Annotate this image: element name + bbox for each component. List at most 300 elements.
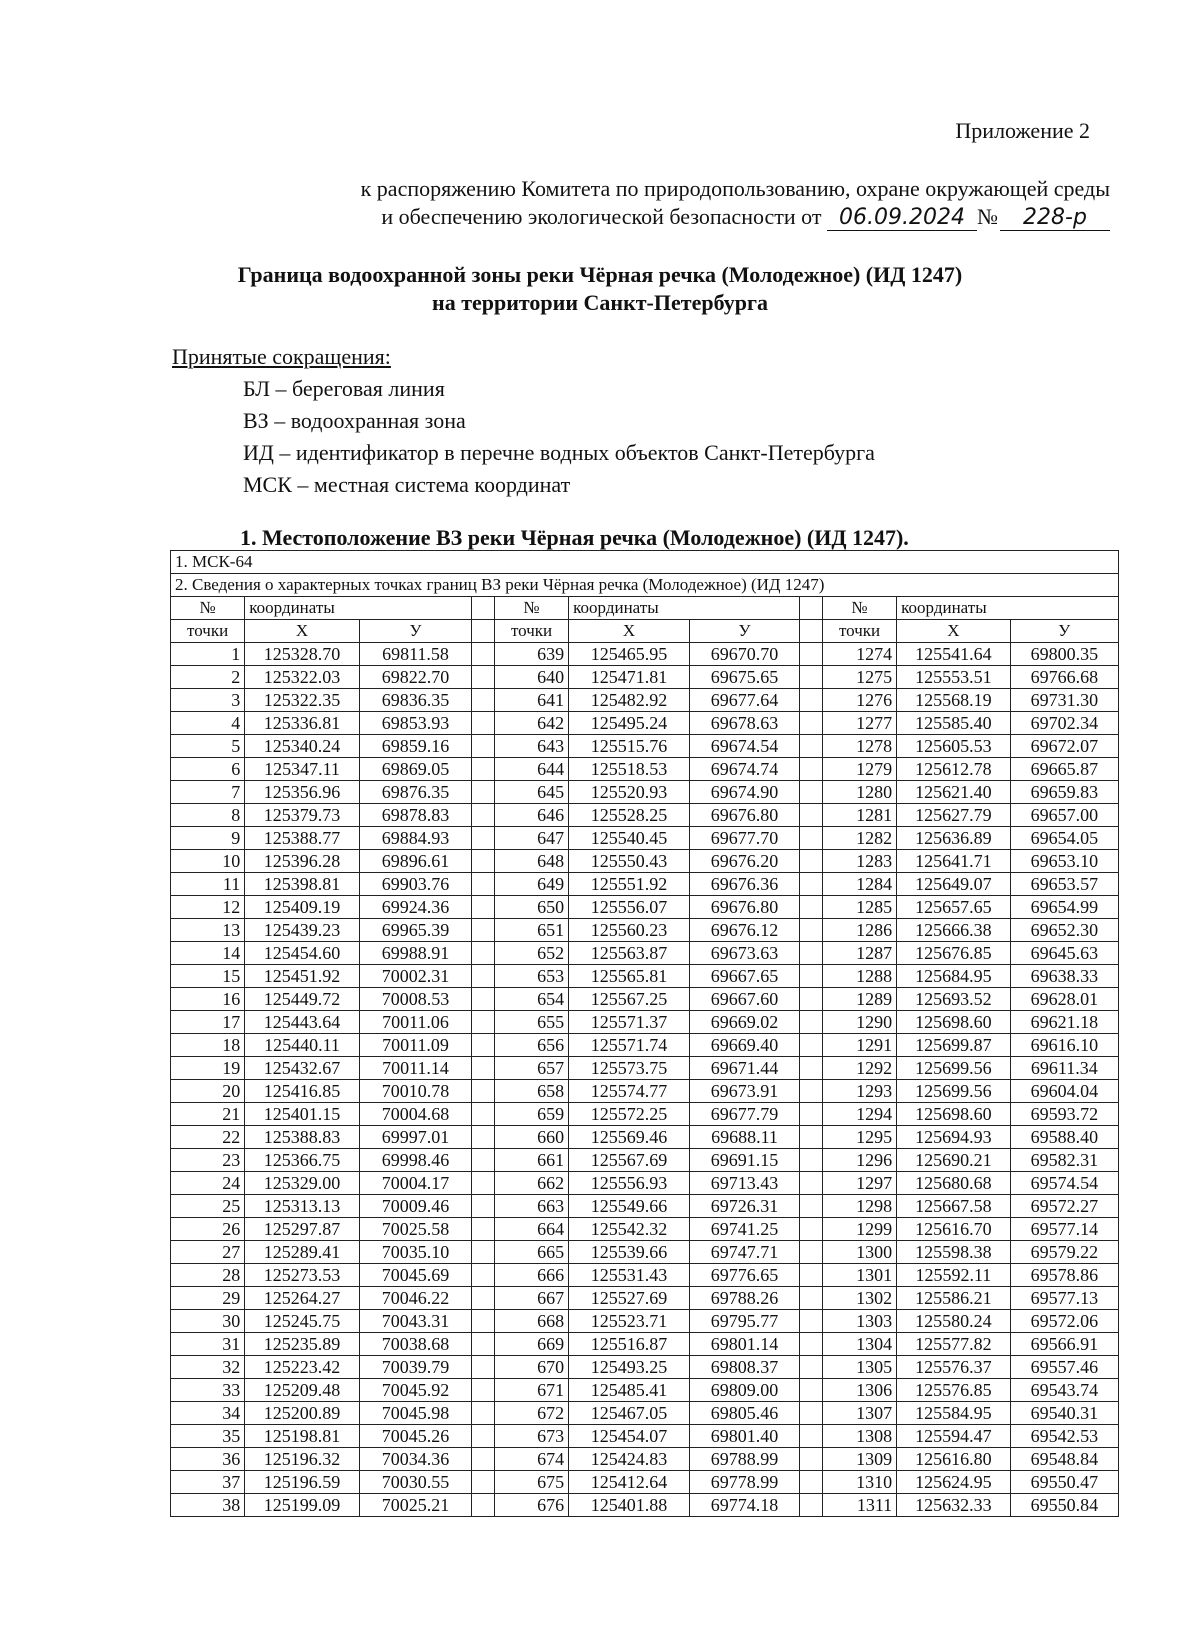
y-value: 69577.14 [1010, 1218, 1118, 1241]
y-value: 70011.06 [359, 1011, 471, 1034]
table-row [171, 1402, 1119, 1425]
x-value: 125322.35 [245, 689, 360, 712]
y-value: 70008.53 [359, 988, 471, 1011]
x-value: 125567.25 [569, 988, 690, 1011]
y-value: 70045.98 [359, 1402, 471, 1425]
y-value: 69674.54 [689, 735, 799, 758]
table-header-row-2 [171, 620, 1119, 643]
table-row-system [171, 551, 1119, 574]
point-no: 17 [171, 1011, 245, 1034]
point-no: 661 [494, 1149, 568, 1172]
column-gap [472, 1080, 495, 1103]
x-value: 125518.53 [569, 758, 690, 781]
y-value: 69628.01 [1010, 988, 1118, 1011]
x-value: 125454.60 [245, 942, 360, 965]
point-no: 667 [494, 1287, 568, 1310]
x-value: 125379.73 [245, 804, 360, 827]
column-gap [472, 1333, 495, 1356]
y-value: 69795.77 [689, 1310, 799, 1333]
header-point: точки [171, 620, 245, 643]
column-gap [800, 1103, 823, 1126]
table-row [171, 1126, 1119, 1149]
point-no: 34 [171, 1402, 245, 1425]
x-value: 125424.83 [569, 1448, 690, 1471]
x-value: 125396.28 [245, 850, 360, 873]
column-gap [472, 781, 495, 804]
y-value: 69676.80 [689, 896, 799, 919]
point-no: 1284 [822, 873, 896, 896]
column-gap [800, 1471, 823, 1494]
point-no: 5 [171, 735, 245, 758]
y-value: 69702.34 [1010, 712, 1118, 735]
y-value: 69677.79 [689, 1103, 799, 1126]
x-value: 125567.69 [569, 1149, 690, 1172]
point-no: 656 [494, 1034, 568, 1057]
y-value: 70025.21 [359, 1494, 471, 1517]
section-title: 1. Местоположение ВЗ реки Чёрная речка (Молодежное) (ИД 1247). [240, 525, 909, 550]
x-value: 125563.87 [569, 942, 690, 965]
column-gap [472, 896, 495, 919]
y-value: 70043.31 [359, 1310, 471, 1333]
column-gap [800, 896, 823, 919]
y-value: 69766.68 [1010, 666, 1118, 689]
x-value: 125347.11 [245, 758, 360, 781]
column-gap [472, 1402, 495, 1425]
x-value: 125580.24 [897, 1310, 1010, 1333]
x-value: 125605.53 [897, 735, 1010, 758]
x-value: 125560.23 [569, 919, 690, 942]
x-value: 125699.56 [897, 1057, 1010, 1080]
y-value: 69654.99 [1010, 896, 1118, 919]
point-no: 21 [171, 1103, 245, 1126]
point-no: 669 [494, 1333, 568, 1356]
point-no: 1274 [822, 643, 896, 666]
x-value: 125572.25 [569, 1103, 690, 1126]
x-value: 125528.25 [569, 804, 690, 827]
x-value: 125495.24 [569, 712, 690, 735]
column-gap [800, 988, 823, 1011]
header-no: № [822, 597, 896, 620]
point-no: 27 [171, 1241, 245, 1264]
y-value: 69604.04 [1010, 1080, 1118, 1103]
header-y: У [1010, 620, 1118, 643]
y-value: 69691.15 [689, 1149, 799, 1172]
y-value: 69800.35 [1010, 643, 1118, 666]
column-gap [800, 666, 823, 689]
abbreviation-item: ИД – идентификатор в перечне водных объектов Санкт-Петербурга [243, 440, 875, 465]
x-value: 125196.32 [245, 1448, 360, 1471]
point-no: 1283 [822, 850, 896, 873]
y-value: 69677.64 [689, 689, 799, 712]
point-no: 22 [171, 1126, 245, 1149]
column-gap [472, 850, 495, 873]
x-value: 125412.64 [569, 1471, 690, 1494]
y-value: 69965.39 [359, 919, 471, 942]
point-no: 7 [171, 781, 245, 804]
column-gap [800, 735, 823, 758]
x-value: 125485.41 [569, 1379, 690, 1402]
point-no: 26 [171, 1218, 245, 1241]
point-no: 18 [171, 1034, 245, 1057]
table-row-caption [171, 574, 1119, 597]
column-gap [800, 850, 823, 873]
x-value: 125540.45 [569, 827, 690, 850]
point-no: 37 [171, 1471, 245, 1494]
column-gap [472, 735, 495, 758]
table-row [171, 643, 1119, 666]
column-gap [800, 827, 823, 850]
column-gap [472, 689, 495, 712]
header-x: X [569, 620, 690, 643]
y-value: 69713.43 [689, 1172, 799, 1195]
x-value: 125680.68 [897, 1172, 1010, 1195]
point-no: 650 [494, 896, 568, 919]
point-no: 1282 [822, 827, 896, 850]
point-no: 1310 [822, 1471, 896, 1494]
point-no: 673 [494, 1425, 568, 1448]
column-gap [472, 1172, 495, 1195]
column-gap [472, 1103, 495, 1126]
table-row [171, 965, 1119, 988]
point-no: 20 [171, 1080, 245, 1103]
y-value: 69836.35 [359, 689, 471, 712]
x-value: 125209.48 [245, 1379, 360, 1402]
y-value: 69903.76 [359, 873, 471, 896]
point-no: 671 [494, 1379, 568, 1402]
header-x: X [245, 620, 360, 643]
point-no: 1297 [822, 1172, 896, 1195]
point-no: 1285 [822, 896, 896, 919]
table-row [171, 1034, 1119, 1057]
number-sign: № [977, 204, 998, 229]
point-no: 1294 [822, 1103, 896, 1126]
x-value: 125556.93 [569, 1172, 690, 1195]
point-no: 1279 [822, 758, 896, 781]
y-value: 69676.20 [689, 850, 799, 873]
column-gap [472, 942, 495, 965]
table-row [171, 804, 1119, 827]
y-value: 69778.99 [689, 1471, 799, 1494]
table-row [171, 781, 1119, 804]
coordinates-table [170, 550, 1119, 1517]
y-value: 69667.65 [689, 965, 799, 988]
column-gap [800, 1080, 823, 1103]
y-value: 69805.46 [689, 1402, 799, 1425]
x-value: 125196.59 [245, 1471, 360, 1494]
x-value: 125699.87 [897, 1034, 1010, 1057]
x-value: 125471.81 [569, 666, 690, 689]
x-value: 125565.81 [569, 965, 690, 988]
column-gap [800, 689, 823, 712]
x-value: 125641.71 [897, 850, 1010, 873]
table-row [171, 1494, 1119, 1517]
table-row [171, 1333, 1119, 1356]
y-value: 70045.26 [359, 1425, 471, 1448]
table-row [171, 1241, 1119, 1264]
y-value: 69577.13 [1010, 1287, 1118, 1310]
y-value: 69876.35 [359, 781, 471, 804]
y-value: 69671.44 [689, 1057, 799, 1080]
x-value: 125624.95 [897, 1471, 1010, 1494]
point-no: 1 [171, 643, 245, 666]
header-coords: координаты [569, 597, 800, 620]
x-value: 125432.67 [245, 1057, 360, 1080]
column-gap [800, 1264, 823, 1287]
point-no: 1304 [822, 1333, 896, 1356]
column-gap [800, 1241, 823, 1264]
x-value: 125571.37 [569, 1011, 690, 1034]
column-gap [472, 1448, 495, 1471]
table-header-row-1 [171, 597, 1119, 620]
y-value: 69688.11 [689, 1126, 799, 1149]
x-value: 125527.69 [569, 1287, 690, 1310]
y-value: 69542.53 [1010, 1425, 1118, 1448]
point-no: 4 [171, 712, 245, 735]
y-value: 69788.26 [689, 1287, 799, 1310]
column-gap [800, 1356, 823, 1379]
x-value: 125416.85 [245, 1080, 360, 1103]
column-gap [800, 1333, 823, 1356]
table-row [171, 1287, 1119, 1310]
y-value: 69801.14 [689, 1333, 799, 1356]
y-value: 69822.70 [359, 666, 471, 689]
column-gap [800, 1402, 823, 1425]
y-value: 69678.63 [689, 712, 799, 735]
column-gap [472, 712, 495, 735]
table-row [171, 1379, 1119, 1402]
table-row [171, 850, 1119, 873]
column-gap [472, 1264, 495, 1287]
column-gap [472, 1195, 495, 1218]
point-no: 9 [171, 827, 245, 850]
y-value: 70004.17 [359, 1172, 471, 1195]
handwritten-date: 06.09.2024 [827, 206, 977, 231]
point-no: 1309 [822, 1448, 896, 1471]
y-value: 69667.60 [689, 988, 799, 1011]
column-gap [472, 1241, 495, 1264]
point-no: 640 [494, 666, 568, 689]
column-gap [472, 1471, 495, 1494]
point-no: 1288 [822, 965, 896, 988]
point-no: 8 [171, 804, 245, 827]
column-gap [472, 1356, 495, 1379]
column-gap [472, 643, 495, 666]
x-value: 125467.05 [569, 1402, 690, 1425]
x-value: 125568.19 [897, 689, 1010, 712]
coordinate-system-cell: 1. МСК-64 [171, 551, 1119, 574]
abbreviation-item: БЛ – береговая линия [243, 376, 445, 401]
y-value: 69557.46 [1010, 1356, 1118, 1379]
x-value: 125388.83 [245, 1126, 360, 1149]
y-value: 69638.33 [1010, 965, 1118, 988]
abbreviations-heading: Принятые сокращения: [172, 344, 391, 369]
y-value: 69878.83 [359, 804, 471, 827]
y-value: 70002.31 [359, 965, 471, 988]
table-row [171, 896, 1119, 919]
column-gap [472, 1149, 495, 1172]
y-value: 69776.65 [689, 1264, 799, 1287]
point-no: 1305 [822, 1356, 896, 1379]
point-no: 1298 [822, 1195, 896, 1218]
point-no: 657 [494, 1057, 568, 1080]
x-value: 125199.09 [245, 1494, 360, 1517]
y-value: 70011.09 [359, 1034, 471, 1057]
point-no: 643 [494, 735, 568, 758]
column-gap [800, 781, 823, 804]
point-no: 1278 [822, 735, 896, 758]
y-value: 69550.84 [1010, 1494, 1118, 1517]
y-value: 69676.80 [689, 804, 799, 827]
table-row [171, 1057, 1119, 1080]
y-value: 69579.22 [1010, 1241, 1118, 1264]
point-no: 668 [494, 1310, 568, 1333]
y-value: 70011.14 [359, 1057, 471, 1080]
x-value: 125649.07 [897, 873, 1010, 896]
x-value: 125454.07 [569, 1425, 690, 1448]
point-no: 1280 [822, 781, 896, 804]
x-value: 125573.75 [569, 1057, 690, 1080]
x-value: 125576.85 [897, 1379, 1010, 1402]
point-no: 1287 [822, 942, 896, 965]
y-value: 69582.31 [1010, 1149, 1118, 1172]
y-value: 70039.79 [359, 1356, 471, 1379]
y-value: 69747.71 [689, 1241, 799, 1264]
x-value: 125657.65 [897, 896, 1010, 919]
column-gap [800, 1287, 823, 1310]
table-row [171, 1448, 1119, 1471]
point-no: 645 [494, 781, 568, 804]
column-gap [800, 1218, 823, 1241]
point-no: 30 [171, 1310, 245, 1333]
table-row [171, 919, 1119, 942]
x-value: 125273.53 [245, 1264, 360, 1287]
y-value: 69674.74 [689, 758, 799, 781]
y-value: 69676.36 [689, 873, 799, 896]
y-value: 69726.31 [689, 1195, 799, 1218]
y-value: 69665.87 [1010, 758, 1118, 781]
y-value: 69676.12 [689, 919, 799, 942]
table-row [171, 666, 1119, 689]
y-value: 69566.91 [1010, 1333, 1118, 1356]
x-value: 125235.89 [245, 1333, 360, 1356]
y-value: 69550.47 [1010, 1471, 1118, 1494]
point-no: 663 [494, 1195, 568, 1218]
column-gap [800, 1195, 823, 1218]
column-gap [800, 1126, 823, 1149]
x-value: 125440.11 [245, 1034, 360, 1057]
document-title-line-2: на территории Санкт-Петербурга [432, 290, 768, 315]
x-value: 125493.25 [569, 1356, 690, 1379]
x-value: 125515.76 [569, 735, 690, 758]
y-value: 69998.46 [359, 1149, 471, 1172]
x-value: 125553.51 [897, 666, 1010, 689]
x-value: 125627.79 [897, 804, 1010, 827]
y-value: 69572.27 [1010, 1195, 1118, 1218]
point-no: 662 [494, 1172, 568, 1195]
point-no: 32 [171, 1356, 245, 1379]
column-gap [800, 965, 823, 988]
point-no: 646 [494, 804, 568, 827]
y-value: 69669.40 [689, 1034, 799, 1057]
x-value: 125439.23 [245, 919, 360, 942]
x-value: 125594.47 [897, 1425, 1010, 1448]
y-value: 69593.72 [1010, 1103, 1118, 1126]
x-value: 125584.95 [897, 1402, 1010, 1425]
y-value: 69574.54 [1010, 1172, 1118, 1195]
table-row [171, 689, 1119, 712]
column-gap [472, 1011, 495, 1034]
x-value: 125516.87 [569, 1333, 690, 1356]
point-no: 25 [171, 1195, 245, 1218]
y-value: 69670.70 [689, 643, 799, 666]
x-value: 125223.42 [245, 1356, 360, 1379]
table-row [171, 1218, 1119, 1241]
point-no: 641 [494, 689, 568, 712]
point-no: 1290 [822, 1011, 896, 1034]
point-no: 11 [171, 873, 245, 896]
x-value: 125198.81 [245, 1425, 360, 1448]
x-value: 125409.19 [245, 896, 360, 919]
y-value: 69673.63 [689, 942, 799, 965]
column-gap [472, 873, 495, 896]
column-gap [800, 1149, 823, 1172]
y-value: 69884.93 [359, 827, 471, 850]
x-value: 125694.93 [897, 1126, 1010, 1149]
x-value: 125200.89 [245, 1402, 360, 1425]
x-value: 125264.27 [245, 1287, 360, 1310]
point-no: 1286 [822, 919, 896, 942]
x-value: 125621.40 [897, 781, 1010, 804]
point-no: 31 [171, 1333, 245, 1356]
y-value: 69548.84 [1010, 1448, 1118, 1471]
point-no: 1302 [822, 1287, 896, 1310]
header-no: № [171, 597, 245, 620]
y-value: 69853.93 [359, 712, 471, 735]
column-gap [472, 758, 495, 781]
point-no: 2 [171, 666, 245, 689]
y-value: 69673.91 [689, 1080, 799, 1103]
x-value: 125693.52 [897, 988, 1010, 1011]
y-value: 69809.00 [689, 1379, 799, 1402]
x-value: 125401.88 [569, 1494, 690, 1517]
table-row [171, 1149, 1119, 1172]
y-value: 69674.90 [689, 781, 799, 804]
column-gap [472, 1034, 495, 1057]
y-value: 69543.74 [1010, 1379, 1118, 1402]
x-value: 125541.64 [897, 643, 1010, 666]
x-value: 125550.43 [569, 850, 690, 873]
point-no: 675 [494, 1471, 568, 1494]
x-value: 125666.38 [897, 919, 1010, 942]
y-value: 70004.68 [359, 1103, 471, 1126]
x-value: 125520.93 [569, 781, 690, 804]
order-reference-line-1: к распоряжению Комитета по природопользованию, охране окружающей среды [360, 176, 1110, 201]
point-no: 1291 [822, 1034, 896, 1057]
y-value: 69621.18 [1010, 1011, 1118, 1034]
column-gap [472, 965, 495, 988]
x-value: 125531.43 [569, 1264, 690, 1287]
y-value: 70046.22 [359, 1287, 471, 1310]
y-value: 69659.83 [1010, 781, 1118, 804]
point-no: 35 [171, 1425, 245, 1448]
y-value: 70030.55 [359, 1471, 471, 1494]
table-row [171, 712, 1119, 735]
column-gap [800, 804, 823, 827]
y-value: 70035.10 [359, 1241, 471, 1264]
point-no: 658 [494, 1080, 568, 1103]
x-value: 125667.58 [897, 1195, 1010, 1218]
column-gap [472, 1425, 495, 1448]
